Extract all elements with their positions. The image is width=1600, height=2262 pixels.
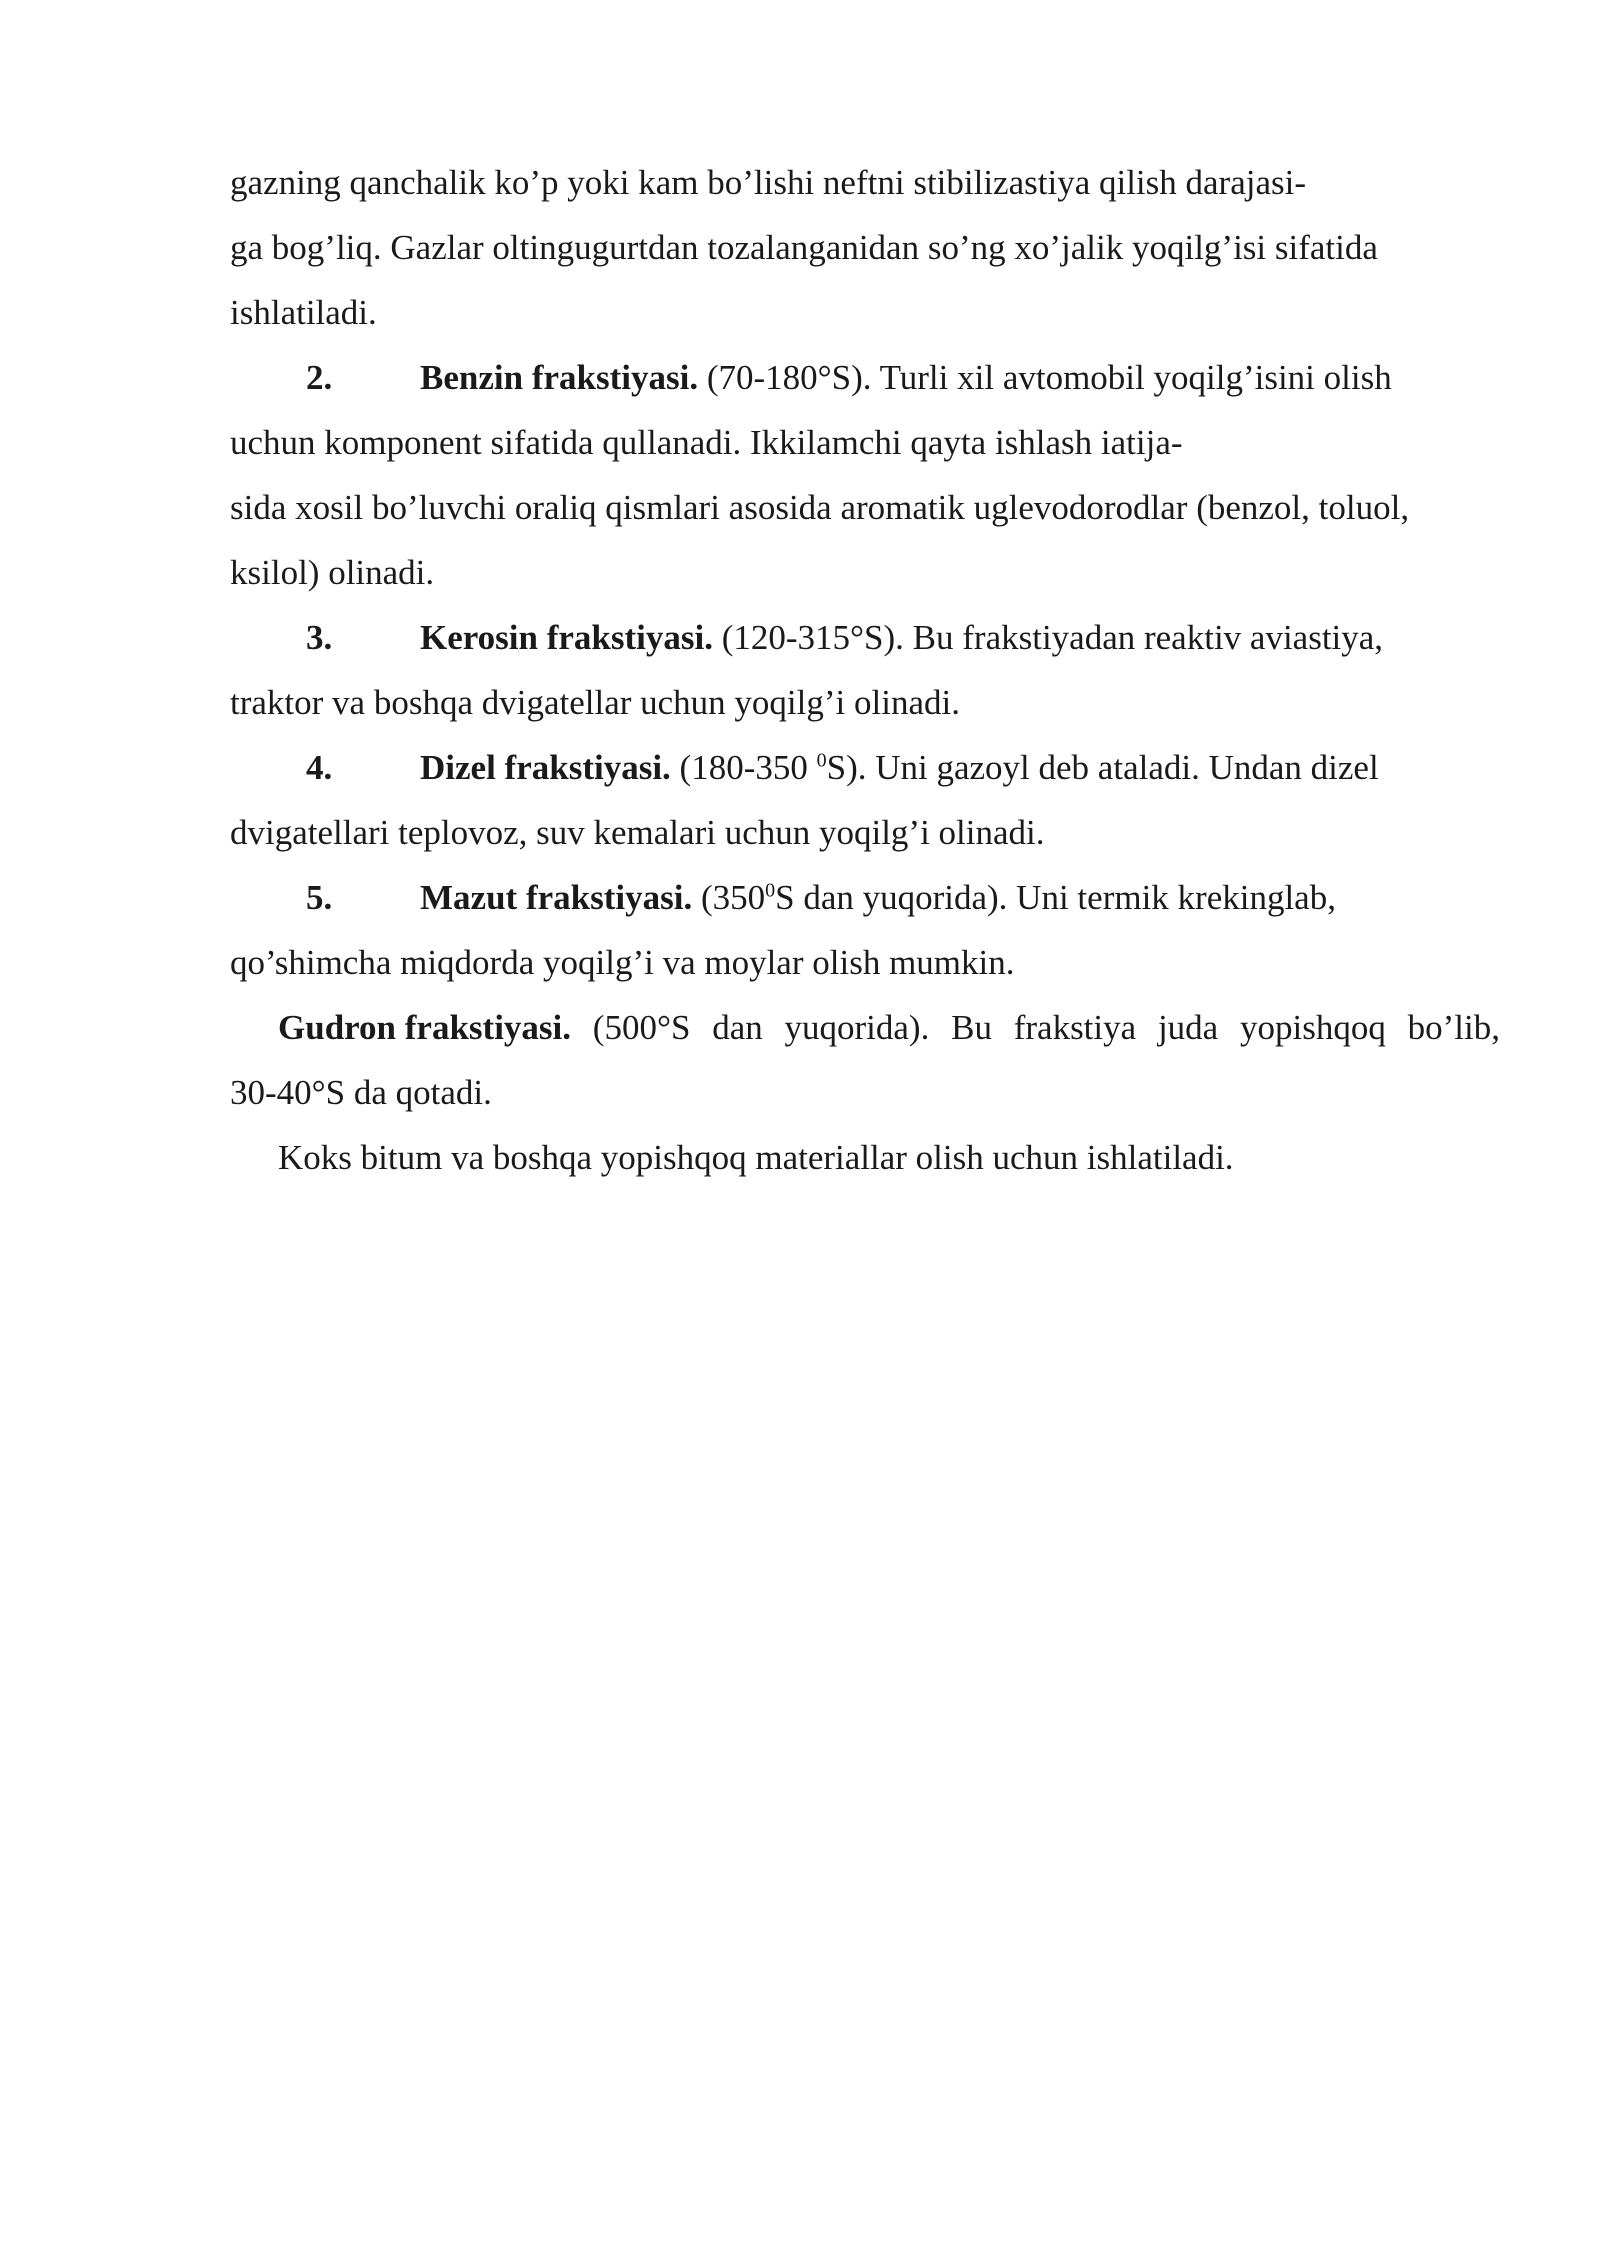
item-title: Kerosin frakstiyasi. xyxy=(420,618,713,657)
item-benzin-line-1 xyxy=(230,345,1500,410)
item-dizel-line-2: dvigatellari teplovoz, suv kemalari uchun yoqilg’i olinadi. xyxy=(230,813,1045,852)
item-mazut-line-2: qo’shimcha miqdorda yoqilg’i va moylar olish mumkin. xyxy=(230,943,1015,982)
gudron-word: frakstiya xyxy=(1013,1008,1137,1047)
item-mazut-line-1 xyxy=(230,865,1500,930)
item-title: Dizel frakstiyasi. xyxy=(420,748,671,787)
item-title: Benzin frakstiyasi. xyxy=(420,358,699,397)
gudron-word: (500°S xyxy=(592,1008,691,1047)
item-text: (350 xyxy=(692,878,766,917)
koks-line: Koks bitum va boshqa yopishqoq materiallar olish uchun ishlatiladi. xyxy=(278,1138,1234,1177)
item-benzin-line-2: uchun komponent sifatida qullanadi. Ikkilamchi qayta ishlash iatija- xyxy=(230,423,1183,462)
gudron-word: juda xyxy=(1157,1008,1219,1047)
gudron-word: dan xyxy=(712,1008,763,1047)
item-number: 4. xyxy=(306,748,333,787)
item-kerosin-line-1 xyxy=(230,605,1500,670)
intro-line-2: ga bog’liq. Gazlar oltingugurtdan tozalanganidan so’ng xo’jalik yoqilg’isi sifatida xyxy=(230,228,1378,267)
document-page xyxy=(230,150,1500,1190)
gudron-word: yuqorida). xyxy=(784,1008,930,1047)
item-title: Mazut frakstiyasi. xyxy=(420,878,693,917)
item-text: (120-315°S). Bu frakstiyadan reaktiv aviastiya, xyxy=(712,618,1384,657)
item-number: 5. xyxy=(306,878,333,917)
item-benzin-line-3: sida xosil bo’luvchi oraliq qismlari asosida aromatik uglevodorodlar (benzol, toluol, xyxy=(230,488,1410,527)
gudron-word: bo’lib, xyxy=(1407,1008,1500,1047)
intro-line-1: gazning qanchalik ko’p yoki kam bo’lishi neftni stibilizastiya qilish darajasi- xyxy=(230,163,1307,202)
gudron-line-2: 30-40°S da qotadi. xyxy=(230,1073,492,1112)
item-dizel-line-1 xyxy=(230,735,1500,800)
item-benzin-line-4: ksilol) olinadi. xyxy=(230,553,435,592)
gudron-word: yopishqoq xyxy=(1239,1008,1386,1047)
item-text: S). Uni gazoyl deb ataladi. Undan dizel xyxy=(826,748,1379,787)
item-text: (70-180°S). Turli xil avtomobil yoqilg’isini olish xyxy=(698,358,1392,397)
gudron-line-1 xyxy=(230,995,1500,1060)
item-text: S dan yuqorida). Uni termik krekinglab, xyxy=(775,878,1336,917)
gudron-title: Gudron frakstiyasi. xyxy=(278,1008,572,1047)
degree-superscript: 0 xyxy=(765,879,776,902)
gudron-word: Bu xyxy=(951,1008,992,1047)
item-text: (180-350 xyxy=(670,748,817,787)
item-number: 2. xyxy=(306,358,333,397)
item-number: 3. xyxy=(306,618,333,657)
item-kerosin-line-2: traktor va boshqa dvigatellar uchun yoqilg’i olinadi. xyxy=(230,683,960,722)
degree-superscript: 0 xyxy=(816,749,827,772)
intro-line-3: ishlatiladi. xyxy=(230,293,377,332)
